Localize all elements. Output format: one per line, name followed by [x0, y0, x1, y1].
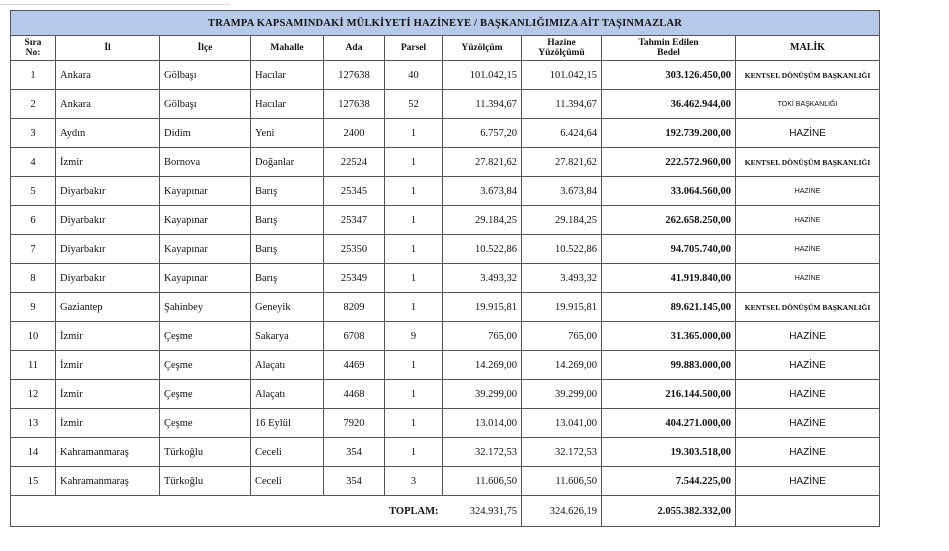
row-no: 8 — [11, 264, 56, 293]
row-bedel: 41.919.840,00 — [602, 264, 736, 293]
row-malik: KENTSEL DÖNÜŞÜM BAŞKANLIĞI — [736, 61, 880, 90]
row-ada: 354 — [324, 438, 385, 467]
row-hazine-yuzolcumu: 11.606,50 — [522, 467, 602, 496]
header-malik: MALİK — [736, 36, 880, 61]
row-ilce: Kayapınar — [160, 235, 251, 264]
table-row — [11, 90, 880, 119]
row-hazine-yuzolcumu: 101.042,15 — [522, 61, 602, 90]
row-hazine-yuzolcumu: 19.915,81 — [522, 293, 602, 322]
row-yuzolcum: 27.821,62 — [443, 148, 522, 177]
row-ilce: Kayapınar — [160, 264, 251, 293]
row-malik: HAZİNE — [736, 235, 880, 264]
row-yuzolcum: 765,00 — [443, 322, 522, 351]
header-tahmini-bedel — [602, 36, 736, 61]
row-parsel: 1 — [385, 148, 443, 177]
row-bedel: 19.303.518,00 — [602, 438, 736, 467]
row-il: Kahramanmaraş — [56, 438, 160, 467]
row-no: 4 — [11, 148, 56, 177]
row-ilce: Gölbaşı — [160, 61, 251, 90]
row-ada: 127638 — [324, 90, 385, 119]
row-mahalle: Geneyik — [251, 293, 324, 322]
row-no: 1 — [11, 61, 56, 90]
header-bedel-line2: Bedel — [657, 48, 680, 58]
top-divider-line — [0, 4, 230, 5]
row-bedel: 31.365.000,00 — [602, 322, 736, 351]
row-ada: 25345 — [324, 177, 385, 206]
row-il: Diyarbakır — [56, 177, 160, 206]
row-ada: 4469 — [324, 351, 385, 380]
row-no: 15 — [11, 467, 56, 496]
row-no: 14 — [11, 438, 56, 467]
row-ada: 25350 — [324, 235, 385, 264]
row-yuzolcum: 3.673,84 — [443, 177, 522, 206]
row-no: 3 — [11, 119, 56, 148]
row-hazine-yuzolcumu: 11.394,67 — [522, 90, 602, 119]
row-mahalle: Hacılar — [251, 90, 324, 119]
total-yuzolcum: 324.931,75 — [443, 496, 522, 527]
total-bedel: 2.055.382.332,00 — [602, 496, 736, 527]
row-il: Aydın — [56, 119, 160, 148]
row-yuzolcum: 32.172,53 — [443, 438, 522, 467]
row-malik: HAZİNE — [736, 351, 880, 380]
row-il: Diyarbakır — [56, 206, 160, 235]
row-no: 12 — [11, 380, 56, 409]
total-label: TOPLAM: — [11, 496, 443, 527]
row-hazine-yuzolcumu: 27.821,62 — [522, 148, 602, 177]
row-parsel: 1 — [385, 351, 443, 380]
header-sira-line2: No: — [25, 48, 41, 58]
row-yuzolcum: 29.184,25 — [443, 206, 522, 235]
row-mahalle: 16 Eylül — [251, 409, 324, 438]
row-mahalle: Yeni — [251, 119, 324, 148]
header-yuzolcum: Yüzölçüm — [443, 36, 522, 61]
row-parsel: 1 — [385, 206, 443, 235]
table-row — [11, 351, 880, 380]
table-row — [11, 293, 880, 322]
row-yuzolcum: 11.394,67 — [443, 90, 522, 119]
row-parsel: 1 — [385, 177, 443, 206]
table-title-row — [11, 11, 880, 36]
row-yuzolcum: 13.014,00 — [443, 409, 522, 438]
row-yuzolcum: 101.042,15 — [443, 61, 522, 90]
row-ada: 25347 — [324, 206, 385, 235]
row-ilce: Çeşme — [160, 380, 251, 409]
row-hazine-yuzolcumu: 6.424,64 — [522, 119, 602, 148]
table-row — [11, 119, 880, 148]
row-hazine-yuzolcumu: 32.172,53 — [522, 438, 602, 467]
row-parsel: 1 — [385, 235, 443, 264]
row-hazine-yuzolcumu: 39.299,00 — [522, 380, 602, 409]
header-bedel-line1: Tahmin Edilen — [638, 38, 699, 48]
row-bedel: 7.544.225,00 — [602, 467, 736, 496]
row-yuzolcum: 19.915,81 — [443, 293, 522, 322]
row-parsel: 3 — [385, 467, 443, 496]
row-ilce: Kayapınar — [160, 206, 251, 235]
header-il: İl — [56, 36, 160, 61]
row-yuzolcum: 11.606,50 — [443, 467, 522, 496]
row-il: Diyarbakır — [56, 235, 160, 264]
row-mahalle: Barış — [251, 264, 324, 293]
row-mahalle: Barış — [251, 206, 324, 235]
table-row — [11, 467, 880, 496]
row-il: Diyarbakır — [56, 264, 160, 293]
row-ilce: Çeşme — [160, 322, 251, 351]
row-malik: TOKİ BAŞKANLIĞI — [736, 90, 880, 119]
row-bedel: 303.126.450,00 — [602, 61, 736, 90]
row-parsel: 1 — [385, 264, 443, 293]
row-bedel: 33.064.560,00 — [602, 177, 736, 206]
table-row — [11, 322, 880, 351]
row-hazine-yuzolcumu: 3.493,32 — [522, 264, 602, 293]
row-ilce: Gölbaşı — [160, 90, 251, 119]
row-il: İzmir — [56, 148, 160, 177]
row-no: 6 — [11, 206, 56, 235]
row-il: İzmir — [56, 351, 160, 380]
row-il: İzmir — [56, 409, 160, 438]
row-bedel: 262.658.250,00 — [602, 206, 736, 235]
row-malik: HAZİNE — [736, 206, 880, 235]
row-hazine-yuzolcumu: 29.184,25 — [522, 206, 602, 235]
row-hazine-yuzolcumu: 14.269,00 — [522, 351, 602, 380]
row-bedel: 216.144.500,00 — [602, 380, 736, 409]
row-yuzolcum: 14.269,00 — [443, 351, 522, 380]
row-yuzolcum: 39.299,00 — [443, 380, 522, 409]
row-malik: HAZİNE — [736, 264, 880, 293]
row-il: Ankara — [56, 90, 160, 119]
row-malik: HAZİNE — [736, 322, 880, 351]
total-hazine-yuzolcumu: 324.626,19 — [522, 496, 602, 527]
row-parsel: 1 — [385, 119, 443, 148]
row-yuzolcum: 3.493,32 — [443, 264, 522, 293]
row-parsel: 1 — [385, 293, 443, 322]
header-parsel: Parsel — [385, 36, 443, 61]
header-sira — [11, 36, 56, 61]
row-mahalle: Alaçatı — [251, 351, 324, 380]
row-mahalle: Ceceli — [251, 467, 324, 496]
row-hazine-yuzolcumu: 765,00 — [522, 322, 602, 351]
table-row — [11, 235, 880, 264]
row-ada: 6708 — [324, 322, 385, 351]
row-mahalle: Doğanlar — [251, 148, 324, 177]
row-il: Gaziantep — [56, 293, 160, 322]
row-malik: HAZİNE — [736, 409, 880, 438]
row-parsel: 9 — [385, 322, 443, 351]
table-row — [11, 177, 880, 206]
row-malik: HAZİNE — [736, 467, 880, 496]
row-parsel: 52 — [385, 90, 443, 119]
row-malik: HAZİNE — [736, 119, 880, 148]
row-ada: 354 — [324, 467, 385, 496]
row-ilce: Türkoğlu — [160, 467, 251, 496]
row-ada: 4468 — [324, 380, 385, 409]
table-row — [11, 380, 880, 409]
row-parsel: 1 — [385, 380, 443, 409]
row-ada: 7920 — [324, 409, 385, 438]
row-no: 10 — [11, 322, 56, 351]
row-malik: HAZİNE — [736, 177, 880, 206]
table-row — [11, 409, 880, 438]
row-mahalle: Hacılar — [251, 61, 324, 90]
row-bedel: 36.462.944,00 — [602, 90, 736, 119]
row-ilce: Şahinbey — [160, 293, 251, 322]
row-il: Kahramanmaraş — [56, 467, 160, 496]
row-mahalle: Barış — [251, 177, 324, 206]
table-header-row — [11, 36, 880, 61]
row-malik: KENTSEL DÖNÜŞÜM BAŞKANLIĞI — [736, 148, 880, 177]
header-hazine-line2: Yüzölçümü — [538, 48, 585, 58]
table-row — [11, 61, 880, 90]
row-ilce: Didim — [160, 119, 251, 148]
row-ilce: Bornova — [160, 148, 251, 177]
row-no: 2 — [11, 90, 56, 119]
row-ada: 127638 — [324, 61, 385, 90]
row-mahalle: Sakarya — [251, 322, 324, 351]
header-sira-line1: Sıra — [24, 38, 42, 48]
row-il: İzmir — [56, 322, 160, 351]
header-mahalle: Mahalle — [251, 36, 324, 61]
table-row — [11, 264, 880, 293]
row-no: 13 — [11, 409, 56, 438]
row-bedel: 192.739.200,00 — [602, 119, 736, 148]
row-no: 11 — [11, 351, 56, 380]
row-parsel: 1 — [385, 438, 443, 467]
row-parsel: 40 — [385, 61, 443, 90]
row-yuzolcum: 10.522,86 — [443, 235, 522, 264]
row-ada: 2400 — [324, 119, 385, 148]
row-parsel: 1 — [385, 409, 443, 438]
row-hazine-yuzolcumu: 10.522,86 — [522, 235, 602, 264]
row-il: Ankara — [56, 61, 160, 90]
total-row — [11, 496, 880, 527]
total-malik-empty — [736, 496, 880, 527]
table-title: TRAMPA KAPSAMINDAKİ MÜLKİYETİ HAZİNEYE / BAŞKANLIĞIMIZA AİT TAŞINMAZLAR — [11, 11, 880, 36]
row-no: 5 — [11, 177, 56, 206]
row-ada: 8209 — [324, 293, 385, 322]
row-ilce: Türkoğlu — [160, 438, 251, 467]
row-hazine-yuzolcumu: 13.041,00 — [522, 409, 602, 438]
property-table-container — [10, 10, 879, 527]
row-ilce: Çeşme — [160, 409, 251, 438]
header-ada: Ada — [324, 36, 385, 61]
row-ada: 22524 — [324, 148, 385, 177]
property-table — [10, 10, 880, 527]
row-mahalle: Ceceli — [251, 438, 324, 467]
row-malik: HAZİNE — [736, 380, 880, 409]
row-no: 7 — [11, 235, 56, 264]
row-ada: 25349 — [324, 264, 385, 293]
row-bedel: 222.572.960,00 — [602, 148, 736, 177]
row-mahalle: Alaçatı — [251, 380, 324, 409]
row-malik: KENTSEL DÖNÜŞÜM BAŞKANLIĞI — [736, 293, 880, 322]
row-bedel: 404.271.000,00 — [602, 409, 736, 438]
table-row — [11, 438, 880, 467]
row-yuzolcum: 6.757,20 — [443, 119, 522, 148]
header-hazine-line1: Hazine — [547, 38, 576, 48]
row-ilce: Kayapınar — [160, 177, 251, 206]
row-bedel: 89.621.145,00 — [602, 293, 736, 322]
header-ilce: İlçe — [160, 36, 251, 61]
row-il: İzmir — [56, 380, 160, 409]
row-malik: HAZİNE — [736, 438, 880, 467]
table-row — [11, 206, 880, 235]
table-row — [11, 148, 880, 177]
row-ilce: Çeşme — [160, 351, 251, 380]
row-bedel: 94.705.740,00 — [602, 235, 736, 264]
header-hazine-yuzolcumu — [522, 36, 602, 61]
row-no: 9 — [11, 293, 56, 322]
row-mahalle: Barış — [251, 235, 324, 264]
row-bedel: 99.883.000,00 — [602, 351, 736, 380]
row-hazine-yuzolcumu: 3.673,84 — [522, 177, 602, 206]
